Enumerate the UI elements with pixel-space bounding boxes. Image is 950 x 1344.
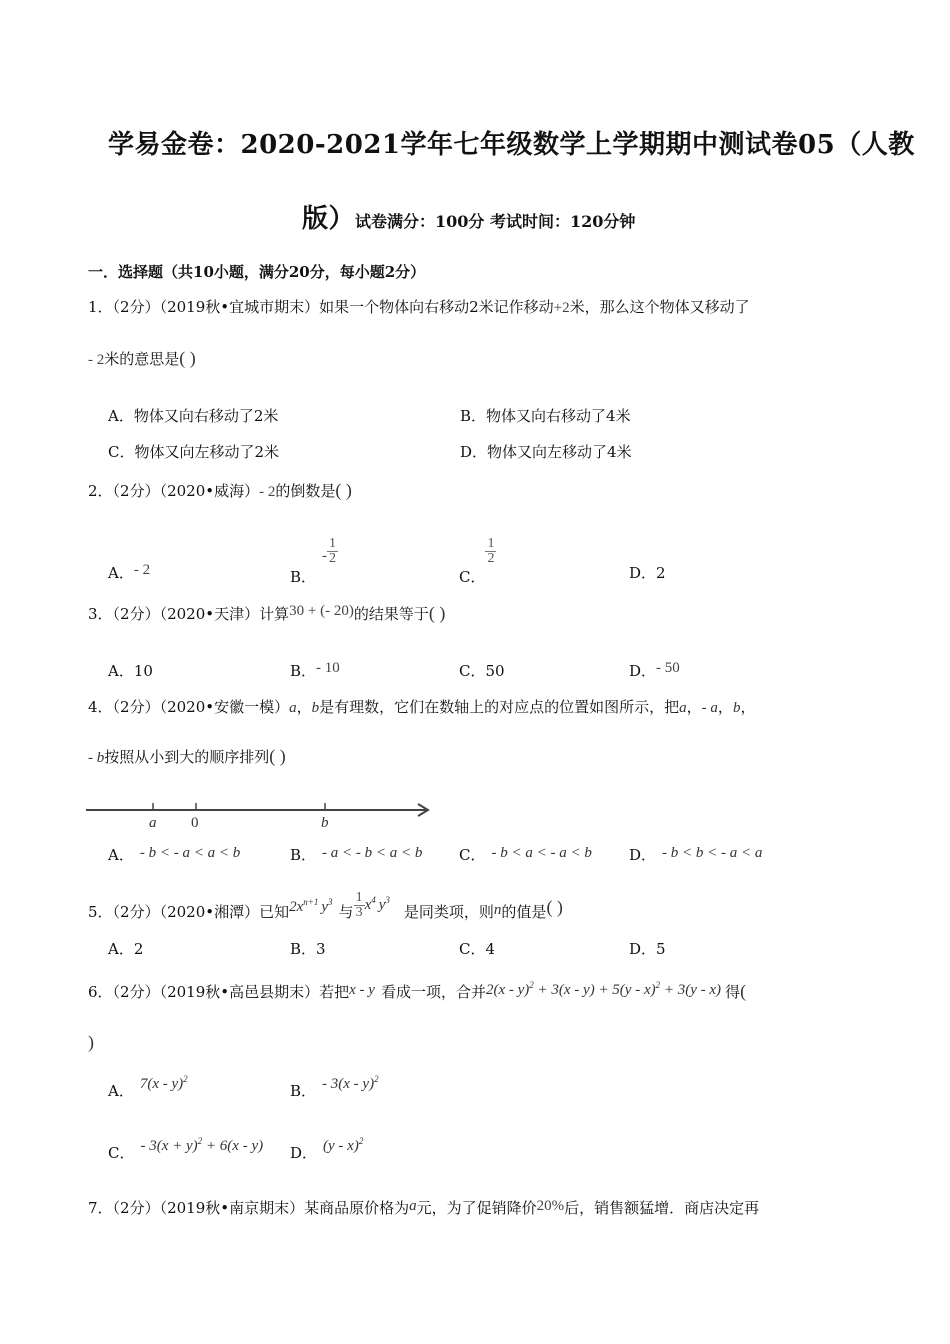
q4-option-d[interactable] xyxy=(629,844,762,865)
q6-option-a[interactable] xyxy=(108,1074,188,1101)
option-label: D． xyxy=(629,846,657,864)
q5-exp1: n+1 xyxy=(303,897,319,907)
option-label: C． xyxy=(459,846,486,864)
option-label: D． xyxy=(629,564,657,582)
q1-tail: 米，那么这个物体又移动了 xyxy=(569,298,750,316)
q6-exp: 2 xyxy=(655,980,661,990)
q2-a-value: - 2 xyxy=(133,562,151,578)
q4-list-neg-b: - b xyxy=(88,750,105,766)
question-7 xyxy=(88,1197,759,1218)
option-label: B． xyxy=(290,1082,317,1100)
q2-d-value: 2 xyxy=(656,564,666,582)
q3-option-c[interactable] xyxy=(459,660,505,681)
q2-option-a[interactable] xyxy=(108,562,150,583)
q5-var-n: n xyxy=(493,902,502,918)
q5-and: 与 xyxy=(338,903,354,921)
q7-tail: 后，销售额猛增．商店决定再 xyxy=(564,1199,760,1217)
question-1 xyxy=(88,296,750,317)
q4-d-value: - b < b < - a < a xyxy=(662,845,763,861)
q4-c-value: - b < a < - a < b xyxy=(491,845,592,861)
q4-comma: ， xyxy=(740,698,756,716)
section-header: 一．选择题（共10小题，满分20分，每小题2分） xyxy=(88,263,426,281)
axis-label-a: a xyxy=(149,815,157,831)
q5-option-d[interactable]: D．5 xyxy=(629,940,666,958)
answer-paren-open: ( xyxy=(740,981,747,1001)
denominator: 3 xyxy=(355,904,363,920)
option-label: A． xyxy=(108,662,134,680)
option-label: C． xyxy=(459,567,486,586)
q2-head: 2．（2分）（2020•威海） xyxy=(88,482,260,500)
q6-d-exp: 2 xyxy=(358,1136,364,1146)
q5-exp2b: 3 xyxy=(385,895,390,905)
answer-paren: ( ) xyxy=(269,746,286,766)
exam-info: 试卷满分：100分 考试时间：120分钟 xyxy=(355,212,636,231)
q2-expr: - 2 xyxy=(259,484,276,500)
q5-exp2: 4 xyxy=(371,895,376,905)
q1-option-a[interactable]: A．物体又向右移动了2米 xyxy=(108,407,279,425)
q2-b-fraction xyxy=(327,537,338,566)
question-5 xyxy=(88,880,563,941)
q4-list-neg-a: - a xyxy=(701,700,718,716)
answer-paren: ( ) xyxy=(546,897,563,917)
q5-y1: y xyxy=(321,899,329,915)
q4-option-c[interactable] xyxy=(459,844,592,865)
q6-mid: 看成一项，合并 xyxy=(380,983,486,1001)
q6-b-base: - 3(x - y) xyxy=(322,1076,375,1092)
number-line-figure xyxy=(84,796,436,832)
q6-expr2-base: 2(x - y) xyxy=(485,982,530,998)
option-label: A． xyxy=(108,846,134,864)
q6-c-value xyxy=(140,1138,263,1154)
q1-line2: 米的意思是 xyxy=(104,350,180,368)
q3-tail: 的结果等于 xyxy=(353,605,429,623)
numerator: 1 xyxy=(487,536,495,551)
q7-percent: 20% xyxy=(536,1198,565,1214)
q4-var-b: b xyxy=(311,700,320,716)
q6-option-b[interactable] xyxy=(290,1074,379,1101)
q5-y2: y xyxy=(378,897,386,913)
option-label: C． xyxy=(459,662,486,680)
q5-option-a[interactable]: A．2 xyxy=(108,940,144,958)
question-4 xyxy=(88,696,755,717)
q2-option-b[interactable] xyxy=(290,536,338,586)
q3-option-b[interactable] xyxy=(290,660,340,681)
q4-b-value: - a < - b < a < b xyxy=(322,845,423,861)
denominator: 2 xyxy=(487,551,495,566)
q5-base1: 2x xyxy=(289,899,304,915)
q4-comma: ， xyxy=(296,698,312,716)
option-label: B． xyxy=(290,567,317,586)
q6-head: 6．（2分）（2019秋•高邑县期末）若把 xyxy=(88,983,350,1001)
q7-var-a: a xyxy=(409,1198,417,1214)
q6-c-rest: + 6(x - y) xyxy=(205,1138,264,1154)
q5-term1 xyxy=(289,899,332,915)
q4-mid: 是有理数，它们在数轴上的对应点的位置如图所示，把 xyxy=(319,698,680,716)
option-label: A． xyxy=(108,564,134,582)
q4-option-b[interactable] xyxy=(290,844,422,865)
page-title: 学易金卷：2020-2021学年七年级数学上学期期中测试卷05（人教 xyxy=(108,130,915,160)
question-6 xyxy=(88,981,746,1002)
answer-paren: ( ) xyxy=(428,603,446,623)
axis-label-b: b xyxy=(321,815,329,831)
q5-x2: x xyxy=(364,897,372,913)
q5-option-c[interactable]: C．4 xyxy=(459,940,496,958)
q4-comma: ， xyxy=(717,698,733,716)
q6-b-exp: 2 xyxy=(374,1074,379,1084)
q6-expr3-base: + 3(x - y) + 5(y - x) xyxy=(537,982,656,998)
q3-option-d[interactable] xyxy=(629,660,680,681)
q6-a-value xyxy=(140,1076,188,1092)
numerator: 1 xyxy=(329,536,337,551)
q4-list-b: b xyxy=(732,700,741,716)
q6-option-c[interactable] xyxy=(108,1136,264,1163)
q4-comma: ， xyxy=(686,698,702,716)
q1-expr1: +2 xyxy=(553,300,570,316)
q2-b-sign: - xyxy=(322,547,328,564)
q4-list-a: a xyxy=(679,700,687,716)
q2-tail: 的倒数是 xyxy=(275,482,336,500)
question-2 xyxy=(88,480,352,501)
q6-d-value xyxy=(323,1138,363,1154)
question-4-line2 xyxy=(88,746,286,767)
q6-a-base: 7(x - y) xyxy=(139,1076,184,1092)
q6-c-base: - 3(x + y) xyxy=(140,1138,198,1154)
q6-expr4: + 3(y - x) xyxy=(663,982,722,998)
q2-option-d[interactable] xyxy=(629,562,666,583)
answer-paren: ( ) xyxy=(335,480,352,500)
q5-mid: 是同类项，则 xyxy=(403,903,494,921)
q3-c-value: 50 xyxy=(485,662,505,680)
q4-option-a[interactable] xyxy=(108,844,240,865)
option-label: D． xyxy=(290,1144,318,1162)
q6-option-d[interactable] xyxy=(290,1136,364,1163)
option-label: B． xyxy=(290,846,317,864)
q6-expr2 xyxy=(486,982,721,998)
option-label: A． xyxy=(108,1082,134,1100)
answer-paren-close: ) xyxy=(88,1032,94,1052)
q1-head: 1．（2分）（2019秋•宜城市期末）如果一个物体向右移动2米记作移动 xyxy=(88,298,554,316)
q7-mid: 元，为了促销降价 xyxy=(416,1199,537,1217)
q4-line2: 按照从小到大的顺序排列 xyxy=(104,748,270,766)
q2-option-c[interactable] xyxy=(459,536,496,586)
axis-label-0: 0 xyxy=(191,815,199,831)
q3-expr: 30 + (- 20) xyxy=(289,603,354,619)
question-3 xyxy=(88,603,445,624)
q4-head: 4．（2分）（2020•安徽一模） xyxy=(88,698,290,716)
q3-a-value: 10 xyxy=(133,662,153,680)
q3-b-value: - 10 xyxy=(316,660,340,676)
q5-exp1b: 3 xyxy=(328,897,333,907)
q3-d-value: - 50 xyxy=(656,660,680,676)
q6-b-value xyxy=(322,1076,379,1092)
denominator: 2 xyxy=(329,551,337,566)
q5-coef-fraction xyxy=(354,891,365,920)
q4-var-a: a xyxy=(289,700,297,716)
q5-term2 xyxy=(365,897,390,913)
q6-expr1: x - y xyxy=(349,982,375,998)
q4-a-value: - b < - a < a < b xyxy=(139,845,241,861)
q1-option-d[interactable]: D．物体又向左移动了4米 xyxy=(460,443,632,461)
q6-c-exp: 2 xyxy=(197,1136,203,1146)
q5-tail: 的值是 xyxy=(501,903,547,921)
numerator: 1 xyxy=(355,889,363,905)
q3-head: 3．（2分）（2020•天津）计算 xyxy=(88,605,290,623)
q3-option-a[interactable] xyxy=(108,660,153,681)
q6-exp: 2 xyxy=(529,980,534,990)
q6-d-base: (y - x) xyxy=(323,1138,359,1154)
q1-option-c[interactable]: C．物体又向左移动了2米 xyxy=(108,443,280,461)
q1-option-b[interactable]: B．物体又向右移动了4米 xyxy=(460,407,631,425)
q5-option-b[interactable]: B．3 xyxy=(290,940,326,958)
q6-a-exp: 2 xyxy=(183,1074,188,1084)
q7-head: 7．（2分）（2019秋•南京期末）某商品原价格为 xyxy=(88,1199,410,1217)
page-subtitle xyxy=(302,198,635,235)
q6-tail: 得 xyxy=(725,983,741,1001)
q1-expr2: - 2 xyxy=(88,352,105,368)
title-tail: 版） xyxy=(302,204,356,234)
option-label: B． xyxy=(290,662,317,680)
q2-c-fraction xyxy=(485,537,496,566)
option-label: D． xyxy=(629,662,657,680)
option-label: C． xyxy=(108,1144,135,1162)
answer-paren: ( ) xyxy=(179,348,196,368)
q5-head: 5．（2分）（2020•湘潭）已知 xyxy=(88,903,290,921)
question-1-line2 xyxy=(88,348,196,369)
